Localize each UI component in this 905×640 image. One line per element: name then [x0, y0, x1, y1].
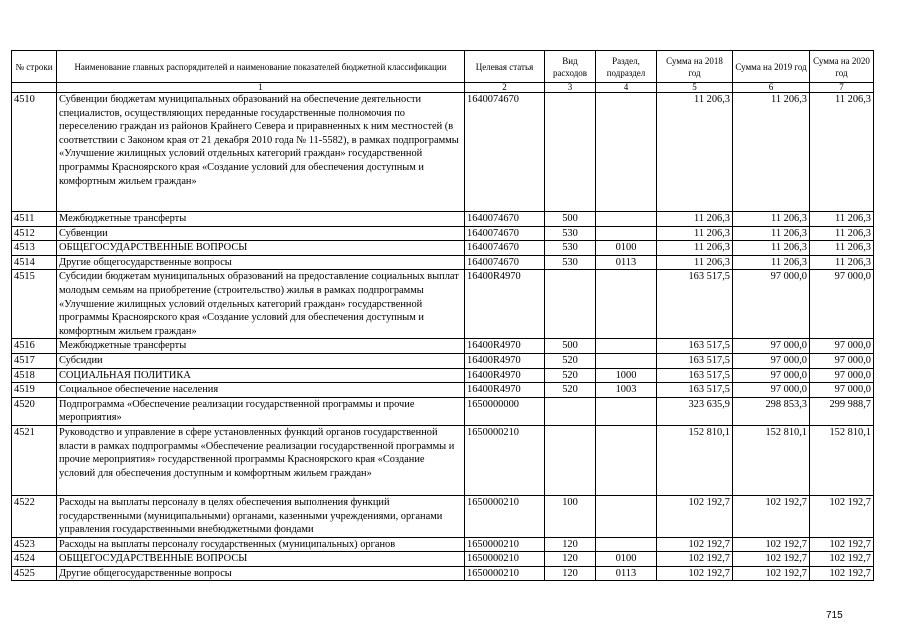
row-name: Межбюджетные трансферты [57, 212, 465, 227]
row-sum-2018: 11 206,3 [657, 226, 733, 241]
row-sum-2020: 11 206,3 [810, 93, 874, 212]
row-sum-2020: 11 206,3 [810, 241, 874, 256]
row-type: 120 [545, 552, 596, 567]
header-name: Наименование главных распорядителей и наименование показателей бюджетной классификации [57, 51, 465, 83]
row-sum-2020: 152 810,1 [810, 425, 874, 495]
column-numbers-row [12, 83, 874, 93]
row-target: 1650000210 [465, 425, 545, 495]
table-body [12, 93, 874, 581]
row-sum-2019: 102 192,7 [733, 495, 810, 537]
row-section: 0113 [596, 255, 657, 270]
row-name: ОБЩЕГОСУДАРСТВЕННЫЕ ВОПРОСЫ [57, 552, 465, 567]
table-row [12, 241, 874, 256]
row-number: 4510 [12, 93, 57, 212]
budget-table [11, 50, 874, 581]
row-sum-2019: 11 206,3 [733, 212, 810, 227]
row-sum-2018: 11 206,3 [657, 255, 733, 270]
row-sum-2020: 102 192,7 [810, 495, 874, 537]
row-sum-2018: 163 517,5 [657, 339, 733, 354]
row-name: Субсидии бюджетам муниципальных образований на предоставление социальных выплат молодым семьям на приобретение (строительство) жилья в рамках подпрограммы «Улучшение жилищных условий отдельных категорий граждан» государственной программы Красноярского края «Создание условий для обеспечения доступным и комфортным жильем граждан» [57, 270, 465, 339]
row-name: Расходы на выплаты персоналу государственных (муниципальных) органов [57, 537, 465, 552]
row-sum-2020: 11 206,3 [810, 226, 874, 241]
row-type [545, 93, 596, 212]
row-sum-2020: 97 000,0 [810, 270, 874, 339]
row-number: 4518 [12, 368, 57, 383]
table-row [12, 495, 874, 537]
row-section: 0113 [596, 566, 657, 581]
row-number: 4514 [12, 255, 57, 270]
row-section [596, 495, 657, 537]
table-row [12, 537, 874, 552]
row-target: 1640074670 [465, 226, 545, 241]
row-sum-2018: 11 206,3 [657, 93, 733, 212]
row-name: Другие общегосударственные вопросы [57, 255, 465, 270]
column-number: 5 [657, 83, 733, 93]
row-section [596, 397, 657, 425]
table-row [12, 339, 874, 354]
row-sum-2020: 97 000,0 [810, 339, 874, 354]
row-sum-2019: 11 206,3 [733, 93, 810, 212]
row-sum-2018: 163 517,5 [657, 353, 733, 368]
row-target: 1640074670 [465, 255, 545, 270]
row-target: 16400R4970 [465, 270, 545, 339]
row-name: Субвенции бюджетам муниципальных образований на обеспечение деятельности специалистов, осуществляющих переданные государственные полномочия по переселению граждан из районов Крайнего Севера и приравненных к ним местностей (в соответствии с Законом края от 21 декабря 2010 года № 11-5582), в рамках подпрограммы «Улучшение жилищных условий отдельных категорий граждан» государственной программы Красноярского края «Создание условий для обеспечения доступным и комфортным жильем граждан» [57, 93, 465, 212]
row-target: 1640074670 [465, 241, 545, 256]
row-name: Подпрограмма «Обеспечение реализации государственной программы и прочие мероприятия» [57, 397, 465, 425]
row-sum-2020: 11 206,3 [810, 212, 874, 227]
column-number: 6 [733, 83, 810, 93]
row-sum-2019: 97 000,0 [733, 339, 810, 354]
row-target: 16400R4970 [465, 383, 545, 398]
row-section [596, 226, 657, 241]
row-number: 4524 [12, 552, 57, 567]
row-type: 500 [545, 339, 596, 354]
row-target: 1650000210 [465, 537, 545, 552]
row-type: 520 [545, 383, 596, 398]
row-number: 4521 [12, 425, 57, 495]
row-number: 4516 [12, 339, 57, 354]
row-sum-2018: 11 206,3 [657, 241, 733, 256]
row-sum-2018: 102 192,7 [657, 537, 733, 552]
row-target: 16400R4970 [465, 339, 545, 354]
row-number: 4523 [12, 537, 57, 552]
row-sum-2020: 299 988,7 [810, 397, 874, 425]
row-sum-2020: 11 206,3 [810, 255, 874, 270]
row-sum-2020: 102 192,7 [810, 552, 874, 567]
row-sum-2018: 11 206,3 [657, 212, 733, 227]
row-number: 4520 [12, 397, 57, 425]
row-sum-2019: 11 206,3 [733, 241, 810, 256]
row-section [596, 93, 657, 212]
header-section: Раздел, подраздел [596, 51, 657, 83]
row-sum-2019: 102 192,7 [733, 552, 810, 567]
row-type: 120 [545, 537, 596, 552]
header-sum-2019: Сумма на 2019 год [733, 51, 810, 83]
row-type: 520 [545, 368, 596, 383]
row-name: Субсидии [57, 353, 465, 368]
table-row [12, 93, 874, 212]
row-type: 100 [545, 495, 596, 537]
row-name: Расходы на выплаты персоналу в целях обеспечения выполнения функций государственными (муниципальными) органами, казенными учреждениями, органами управления государственными внебюджетными фондами [57, 495, 465, 537]
table-row [12, 353, 874, 368]
column-number: 4 [596, 83, 657, 93]
column-number: 1 [57, 83, 465, 93]
row-type: 520 [545, 353, 596, 368]
row-sum-2018: 102 192,7 [657, 552, 733, 567]
row-target: 1650000210 [465, 495, 545, 537]
row-type: 530 [545, 255, 596, 270]
row-type: 500 [545, 212, 596, 227]
table-row [12, 425, 874, 495]
row-name: Социальное обеспечение населения [57, 383, 465, 398]
row-number: 4512 [12, 226, 57, 241]
row-name: Субвенции [57, 226, 465, 241]
table-row [12, 397, 874, 425]
row-sum-2019: 11 206,3 [733, 226, 810, 241]
row-sum-2018: 323 635,9 [657, 397, 733, 425]
row-sum-2020: 97 000,0 [810, 368, 874, 383]
table-row [12, 270, 874, 339]
row-sum-2019: 97 000,0 [733, 270, 810, 339]
page-number: 715 [826, 610, 843, 621]
table-row [12, 383, 874, 398]
row-sum-2018: 102 192,7 [657, 566, 733, 581]
row-sum-2019: 298 853,3 [733, 397, 810, 425]
row-section: 0100 [596, 552, 657, 567]
row-target: 1650000210 [465, 566, 545, 581]
row-number: 4525 [12, 566, 57, 581]
row-sum-2019: 152 810,1 [733, 425, 810, 495]
row-type [545, 397, 596, 425]
row-section [596, 425, 657, 495]
row-type: 530 [545, 226, 596, 241]
row-section [596, 339, 657, 354]
row-sum-2019: 97 000,0 [733, 353, 810, 368]
table-row [12, 212, 874, 227]
header-type: Вид расходов [545, 51, 596, 83]
row-name: Руководство и управление в сфере установленных функций органов государственной власти в рамках подпрограммы «Обеспечение реализации государственной программы и прочие мероприятия» государственной программы Красноярского края «Создание условий для обеспечения доступным и комфортным жильем граждан» [57, 425, 465, 495]
row-name: СОЦИАЛЬНАЯ ПОЛИТИКА [57, 368, 465, 383]
row-sum-2018: 163 517,5 [657, 368, 733, 383]
row-type: 530 [545, 241, 596, 256]
row-target: 1650000000 [465, 397, 545, 425]
row-type [545, 425, 596, 495]
header-sum-2020: Сумма на 2020 год [810, 51, 874, 83]
column-number: 2 [465, 83, 545, 93]
row-name: Другие общегосударственные вопросы [57, 566, 465, 581]
row-section: 0100 [596, 241, 657, 256]
row-type [545, 270, 596, 339]
row-sum-2019: 97 000,0 [733, 383, 810, 398]
row-sum-2020: 102 192,7 [810, 537, 874, 552]
row-section: 1000 [596, 368, 657, 383]
row-target: 1640074670 [465, 212, 545, 227]
row-target: 1640074670 [465, 93, 545, 212]
row-target: 16400R4970 [465, 368, 545, 383]
row-sum-2018: 102 192,7 [657, 495, 733, 537]
row-name: Межбюджетные трансферты [57, 339, 465, 354]
header-row-no: № строки [12, 51, 57, 83]
row-section [596, 353, 657, 368]
column-number [12, 83, 57, 93]
row-sum-2019: 102 192,7 [733, 566, 810, 581]
row-sum-2019: 97 000,0 [733, 368, 810, 383]
table-row [12, 226, 874, 241]
row-sum-2018: 163 517,5 [657, 383, 733, 398]
row-number: 4519 [12, 383, 57, 398]
row-sum-2018: 163 517,5 [657, 270, 733, 339]
row-target: 16400R4970 [465, 353, 545, 368]
column-number: 3 [545, 83, 596, 93]
row-section [596, 270, 657, 339]
table-row [12, 368, 874, 383]
row-name: ОБЩЕГОСУДАРСТВЕННЫЕ ВОПРОСЫ [57, 241, 465, 256]
row-sum-2019: 11 206,3 [733, 255, 810, 270]
row-type: 120 [545, 566, 596, 581]
row-sum-2020: 102 192,7 [810, 566, 874, 581]
row-section [596, 537, 657, 552]
row-number: 4515 [12, 270, 57, 339]
row-sum-2019: 102 192,7 [733, 537, 810, 552]
row-sum-2018: 152 810,1 [657, 425, 733, 495]
header-target: Целевая статья [465, 51, 545, 83]
table-row [12, 566, 874, 581]
row-number: 4511 [12, 212, 57, 227]
row-number: 4517 [12, 353, 57, 368]
row-sum-2020: 97 000,0 [810, 383, 874, 398]
table-row [12, 552, 874, 567]
row-sum-2020: 97 000,0 [810, 353, 874, 368]
row-section [596, 212, 657, 227]
column-number: 7 [810, 83, 874, 93]
table-row [12, 255, 874, 270]
table-header-row [12, 51, 874, 83]
row-target: 1650000210 [465, 552, 545, 567]
header-sum-2018: Сумма на 2018 год [657, 51, 733, 83]
row-number: 4513 [12, 241, 57, 256]
row-section: 1003 [596, 383, 657, 398]
row-number: 4522 [12, 495, 57, 537]
